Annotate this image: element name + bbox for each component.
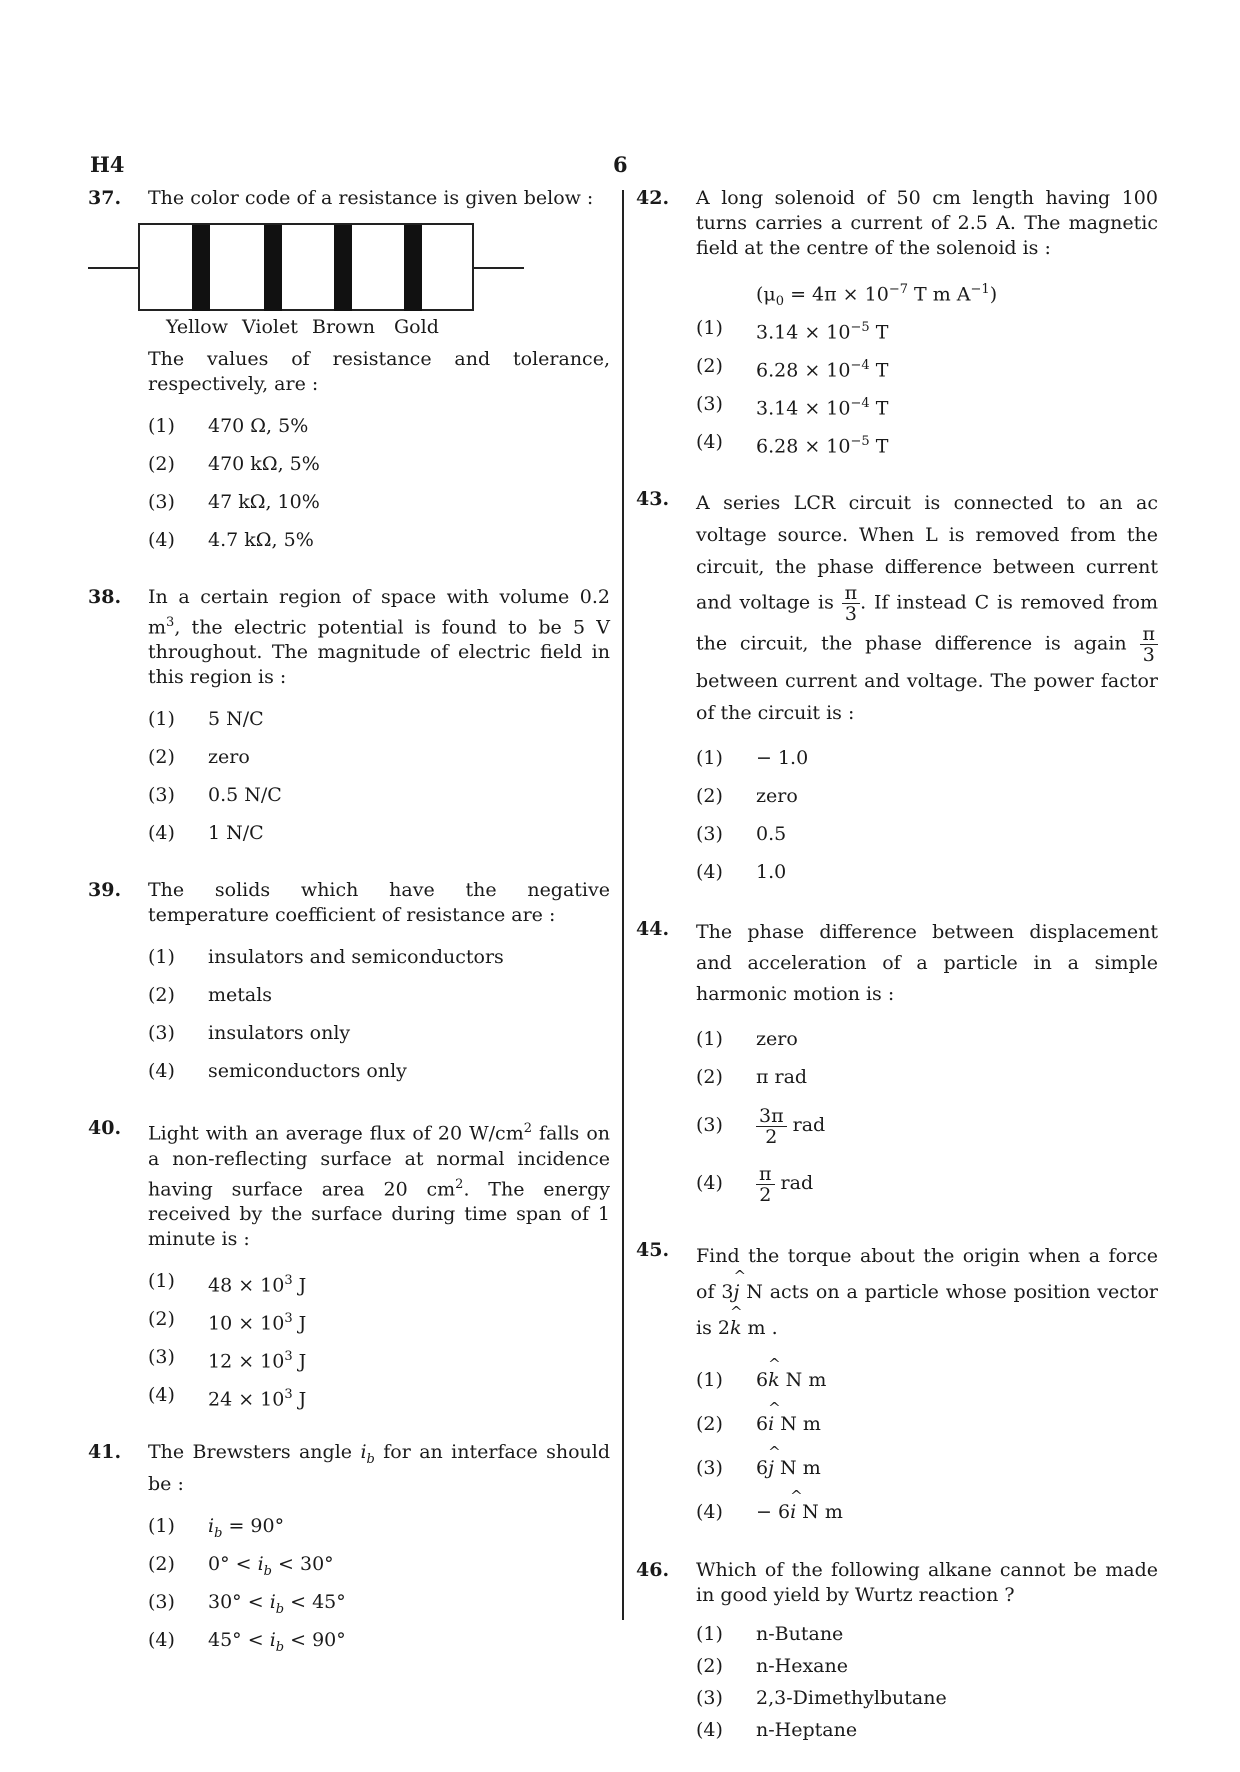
question-46 [636,1558,1158,1746]
option-3[interactable]: (3) $3.14 \times 10^{-4}$ T [696,393,889,420]
option-2[interactable]: (2) n-Hexane [696,1655,848,1677]
question-number: 39. [88,879,122,902]
resistor-body [138,223,474,311]
option-4[interactable]: (4) n-Heptane [696,1719,858,1741]
option-3[interactable]: (3) 0.5 N/C [148,784,282,807]
band-label-gold: Gold [394,316,439,338]
band-2 [264,225,282,311]
question-44 [636,917,1158,1212]
option-1[interactable]: (1) zero [696,1028,798,1050]
fraction: $\frac{\pi}{3}$ [842,583,861,624]
option-2[interactable]: (2) $10 \times 10^3$ J [148,1307,307,1335]
option-2[interactable]: (2) zero [148,746,250,769]
option-4[interactable]: (4) $45^\circ < i_b < 90^\circ$ [148,1628,346,1655]
option-4[interactable]: (4) 1 N/C [148,822,264,845]
question-text: Light with an average flux of 20 $W/cm^2$ falls on a non-reflecting surface at normal incidence having surface area 20 $cm^2$. The energy received by the surface during time span of 1 minute is : [148,1121,611,1250]
fraction: $\frac{\pi}{3}$ [1140,624,1159,665]
option-2[interactable]: (2) metals [148,984,273,1007]
band-3 [334,225,352,311]
question-text: A series LCR circuit is connected to an ac voltage source. When L is removed from the circuit, the phase difference between current and voltage is $\frac{\pi}{3}$ . If instead C is removed from the circuit, the phase difference is again $\frac{\pi}{3}$ between current and voltage. The power factor of the circuit is : [696,492,1159,724]
question-number: 46. [636,1559,670,1581]
option-4[interactable]: (4) 1.0 [696,861,787,883]
left-column [88,186,610,1685]
option-1[interactable]: (1) 470 Ω, 5% [148,415,309,437]
question-number: 41. [88,1440,122,1463]
fraction: $\frac{3\pi}{2}$ [756,1106,787,1147]
question-41 [88,1440,610,1659]
option-3[interactable]: (3) 0.5 [696,823,787,845]
option-4[interactable]: (4) semiconductors only [148,1060,407,1083]
question-42 [636,186,1158,461]
question-40 [88,1116,610,1414]
option-3[interactable]: (3) 2,3-Dimethylbutane [696,1687,947,1709]
paper-code: H4 [90,152,125,177]
option-4[interactable]: (4) $6.28 \times 10^{-5}$ T [696,431,889,458]
option-4[interactable]: (4) $\frac{\pi}{2}$ rad [696,1162,814,1206]
option-1[interactable]: (1) 5 N/C [148,708,264,731]
option-1[interactable]: (1) 6^ k N m [696,1356,1158,1400]
option-3[interactable]: (3) $\frac{3\pi}{2}$ rad [696,1104,826,1148]
option-2[interactable]: (2) $6.28 \times 10^{-4}$ T [696,355,889,382]
question-subtext: The values of resistance and tolerance, respectively, are : [148,348,610,395]
fraction: $\frac{\pi}{2}$ [756,1164,775,1205]
question-text: In a certain region of space with volume 0.2 $m^3$, the electric potential is found to be 5 V throughout. The magnitude of electric field in this region is : [148,586,610,689]
resistor-diagram [88,223,528,338]
question-39 [88,878,610,1090]
given-constant: ($\mu_0 = 4\pi \times 10^{-7}$ T m $A^{-1}$) [756,282,998,310]
question-number: 43. [636,488,670,510]
question-text: The solids which have the negative temperature coefficient of resistance are : [148,879,610,927]
option-2[interactable]: (2) $0^\circ < i_b < 30^\circ$ [148,1552,334,1579]
question-number: 38. [88,586,122,608]
option-3[interactable]: (3) insulators only [148,1022,351,1045]
option-2[interactable]: (2) 6^ i N m [696,1400,1158,1444]
band-label-violet: Violet [242,316,298,338]
option-1[interactable]: (1) n-Butane [696,1623,844,1645]
question-43 [636,487,1158,891]
resistor-lead-right [474,267,524,269]
option-3[interactable]: (3) $12 \times 10^3$ J [148,1345,307,1373]
option-2[interactable]: (2) zero [696,785,798,807]
option-4[interactable]: (4) 4.7 kΩ, 5% [148,529,314,551]
band-label-brown: Brown [312,316,375,338]
option-1[interactable]: (1) insulators and semiconductors [148,946,504,969]
option-3[interactable]: (3) $30^\circ < i_b < 45^\circ$ [148,1590,346,1617]
option-1[interactable]: (1) $i_b = 90^\circ$ [148,1514,285,1541]
option-3[interactable]: (3) 47 kΩ, 10% [148,491,320,513]
question-text: The phase difference between displacement and acceleration of a particle in a simple harmonic motion is : [696,921,1158,1005]
option-1[interactable]: (1) − 1.0 [696,747,809,769]
resistor-lead-left [88,267,138,269]
page-number: 6 [613,152,628,177]
question-text: Find the torque about the origin when a force of 3^ j N acts on a particle whose position vector is 2^ k m . [696,1238,1158,1346]
option-2[interactable]: (2) π rad [696,1066,808,1088]
question-text: The color code of a resistance is given below : [148,187,594,209]
question-number: 42. [636,187,670,209]
question-38 [88,585,610,852]
question-text: The Brewsters angle $i_b$ for an interface should be : [148,1440,610,1495]
band-1 [192,225,210,311]
option-4[interactable]: (4) $24 \times 10^3$ J [148,1383,307,1411]
question-number: 40. [88,1117,122,1140]
question-number: 37. [88,187,122,209]
question-text: A long solenoid of 50 cm length having 100 turns carries a current of 2.5 A. The magnetic field at the centre of the solenoid is : [696,187,1158,259]
question-number: 44. [636,918,670,940]
right-column [636,186,1158,1772]
option-1[interactable]: (1) $48 \times 10^3$ J [148,1269,307,1297]
question-text: Which of the following alkane cannot be made in good yield by Wurtz reaction ? [696,1559,1158,1606]
option-1[interactable]: (1) $3.14 \times 10^{-5}$ T [696,317,889,344]
question-45 [636,1238,1158,1532]
band-label-yellow: Yellow [166,316,228,338]
option-2[interactable]: (2) 470 kΩ, 5% [148,453,320,475]
question-37 [88,186,610,559]
option-3[interactable]: (3) 6^ j N m [696,1444,1158,1488]
column-divider [622,190,624,1620]
band-4 [404,225,422,311]
question-number: 45. [636,1239,670,1261]
option-4[interactable]: (4) − 6^ i N m [696,1488,1158,1532]
